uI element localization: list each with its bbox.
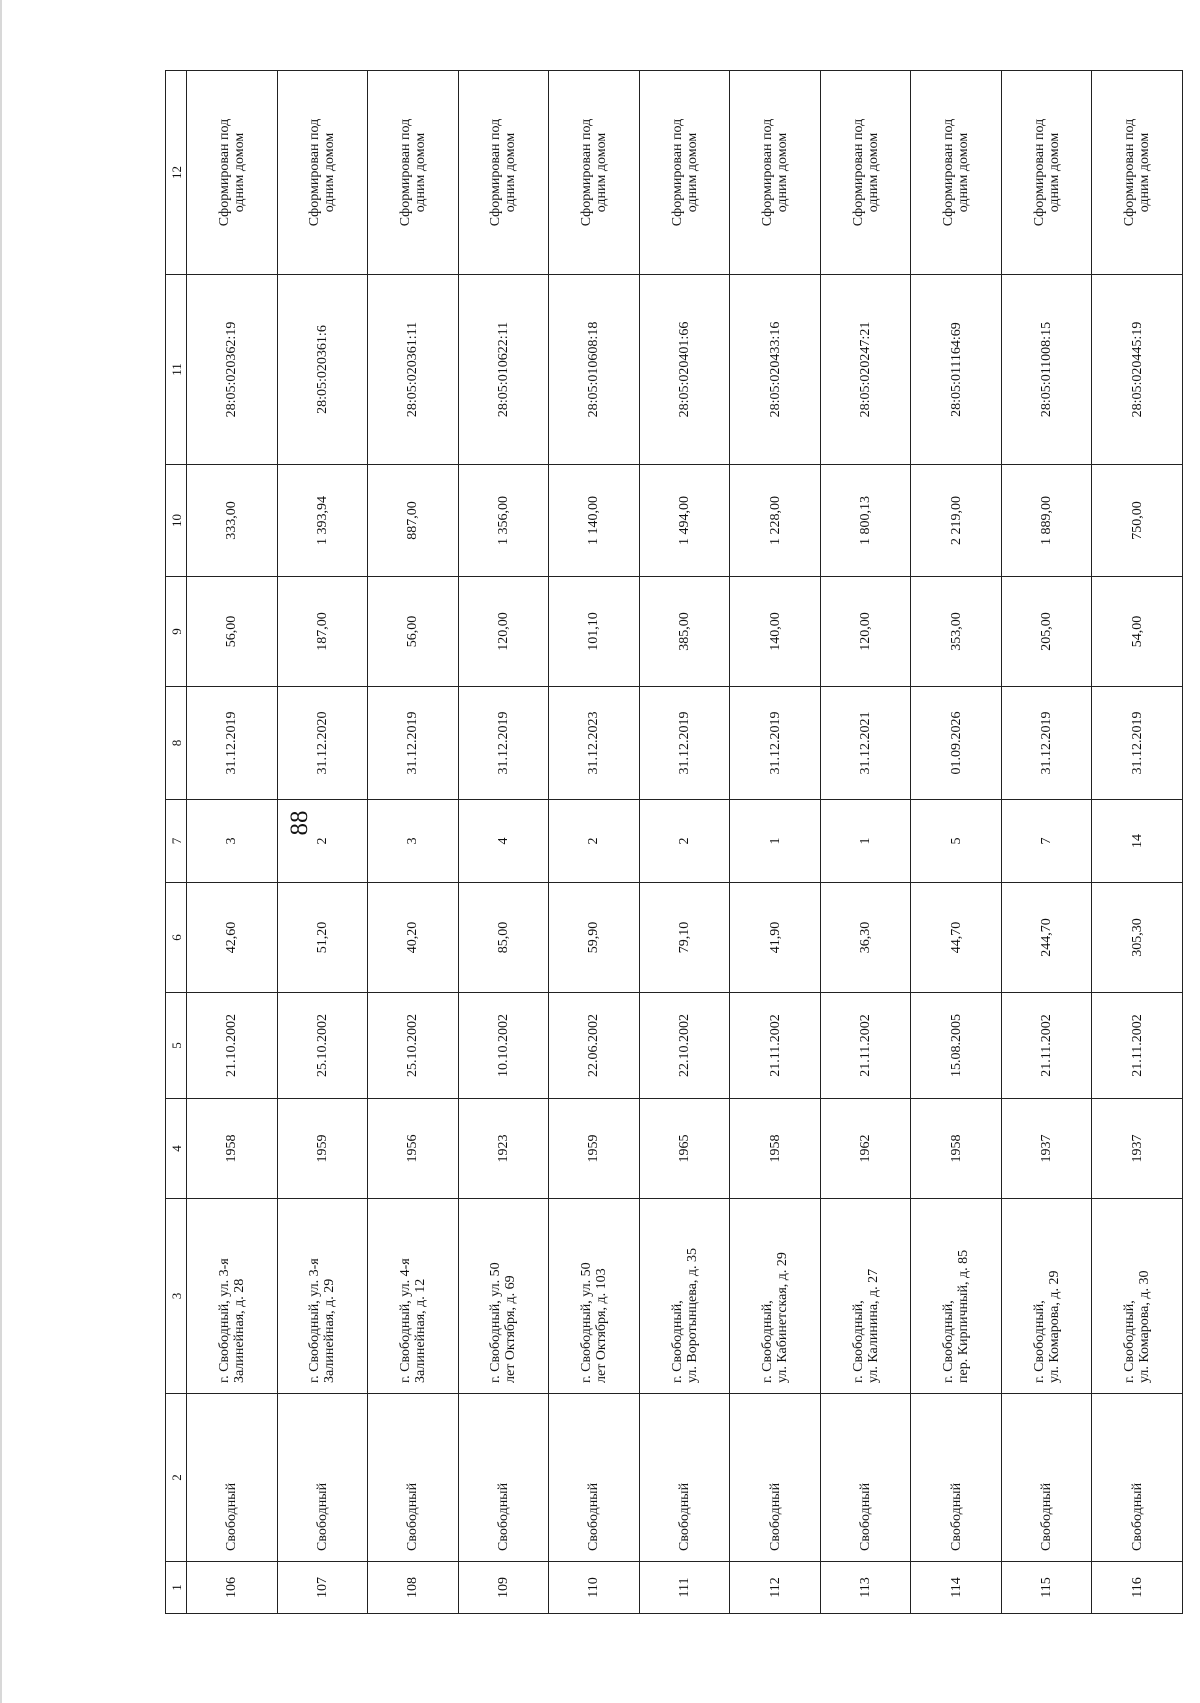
- column-header: 5: [166, 992, 186, 1098]
- year-cell: 1965: [640, 1098, 730, 1198]
- area-cell: 42,60: [187, 882, 277, 992]
- plot-area-cell: 1 889,00: [1002, 464, 1092, 576]
- year-cell: 1958: [730, 1098, 820, 1198]
- date-cell: 25.10.2002: [368, 992, 458, 1098]
- deadline-cell: 31.12.2019: [368, 686, 458, 799]
- row-number: 110: [549, 1561, 639, 1613]
- plot-area-cell: 2 219,00: [911, 464, 1001, 576]
- year-cell: 1937: [1092, 1098, 1182, 1198]
- row-number: 112: [730, 1561, 820, 1613]
- area-cell: 59,90: [549, 882, 639, 992]
- area-cell: 79,10: [640, 882, 730, 992]
- city-cell: Свободный: [459, 1393, 549, 1561]
- status-cell: Сформирован под одним домом: [850, 118, 881, 227]
- row-number: 111: [640, 1561, 730, 1613]
- deadline-cell: 31.12.2019: [1002, 686, 1092, 799]
- cadastral-number-cell: 28:05:020361:6: [278, 274, 368, 464]
- size-cell: 385,00: [640, 576, 730, 686]
- count-cell: 3: [368, 799, 458, 882]
- cadastral-number-cell: 28:05:020433:16: [730, 274, 820, 464]
- table-row: [640, 71, 731, 1613]
- table-row: [730, 71, 821, 1613]
- count-cell: 2: [278, 799, 368, 882]
- plot-area-cell: 1 393,94: [278, 464, 368, 576]
- date-cell: 22.10.2002: [640, 992, 730, 1098]
- row-number: 106: [187, 1561, 277, 1613]
- table-row: [549, 71, 640, 1613]
- status-cell: Сформирован под одним домом: [941, 118, 972, 227]
- size-cell: 205,00: [1002, 576, 1092, 686]
- city-cell: Свободный: [278, 1393, 368, 1561]
- size-cell: 120,00: [459, 576, 549, 686]
- date-cell: 21.11.2002: [821, 992, 911, 1098]
- count-cell: 1: [730, 799, 820, 882]
- city-cell: Свободный: [821, 1393, 911, 1561]
- housing-table: [165, 70, 1183, 1614]
- column-number-row: [166, 71, 187, 1613]
- count-cell: 2: [640, 799, 730, 882]
- city-cell: Свободный: [1002, 1393, 1092, 1561]
- table-row: [187, 71, 278, 1613]
- status-cell: Сформирован под одним домом: [397, 118, 428, 227]
- housing-table-container: [165, 70, 1183, 1614]
- column-header: 8: [166, 686, 186, 799]
- address-cell: г. Свободный, ул. Кабинетская, д. 29: [730, 1198, 820, 1393]
- count-cell: 2: [549, 799, 639, 882]
- address-cell: г. Свободный, ул. 3-я Залинейная, д. 29: [278, 1198, 368, 1393]
- city-cell: Свободный: [911, 1393, 1001, 1561]
- plot-area-cell: 1 228,00: [730, 464, 820, 576]
- cadastral-number-cell: 28:05:011164:69: [911, 274, 1001, 464]
- date-cell: 22.06.2002: [549, 992, 639, 1098]
- address-cell: г. Свободный, пер. Кирпичный, д. 85: [911, 1198, 1001, 1393]
- year-cell: 1958: [911, 1098, 1001, 1198]
- table-row: [459, 71, 550, 1613]
- column-header: 12: [168, 166, 184, 179]
- cadastral-number-cell: 28:05:020445:19: [1092, 274, 1182, 464]
- area-cell: 85,00: [459, 882, 549, 992]
- year-cell: 1923: [459, 1098, 549, 1198]
- size-cell: 353,00: [911, 576, 1001, 686]
- status-cell: Сформирован под одним домом: [307, 118, 338, 227]
- status-cell: Сформирован под одним домом: [760, 118, 791, 227]
- size-cell: 54,00: [1092, 576, 1182, 686]
- count-cell: 7: [1002, 799, 1092, 882]
- deadline-cell: 31.12.2019: [640, 686, 730, 799]
- address-cell: г. Свободный, ул. 50 лет Октября, д. 103: [549, 1198, 639, 1393]
- column-header: 1: [166, 1561, 186, 1613]
- status-cell: Сформирован под одним домом: [1122, 118, 1153, 227]
- date-cell: 25.10.2002: [278, 992, 368, 1098]
- year-cell: 1937: [1002, 1098, 1092, 1198]
- cadastral-number-cell: 28:05:020247:21: [821, 274, 911, 464]
- column-header: 10: [166, 464, 186, 576]
- cadastral-number-cell: 28:05:020361:11: [368, 274, 458, 464]
- cadastral-number-cell: 28:05:010608:18: [549, 274, 639, 464]
- address-cell: г. Свободный, ул. 50 лет Октября, д. 69: [459, 1198, 549, 1393]
- size-cell: 120,00: [821, 576, 911, 686]
- area-cell: 41,90: [730, 882, 820, 992]
- city-cell: Свободный: [640, 1393, 730, 1561]
- size-cell: 187,00: [278, 576, 368, 686]
- size-cell: 101,10: [549, 576, 639, 686]
- size-cell: 140,00: [730, 576, 820, 686]
- deadline-cell: 31.12.2019: [1092, 686, 1182, 799]
- area-cell: 40,20: [368, 882, 458, 992]
- table-row: [911, 71, 1002, 1613]
- address-cell: г. Свободный, ул. Калинина, д. 27: [821, 1198, 911, 1393]
- year-cell: 1956: [368, 1098, 458, 1198]
- address-cell: г. Свободный, ул. 4-я Залинейная, д. 12: [368, 1198, 458, 1393]
- column-header: 3: [166, 1198, 186, 1393]
- column-header: 4: [166, 1098, 186, 1198]
- city-cell: Свободный: [368, 1393, 458, 1561]
- date-cell: 21.10.2002: [187, 992, 277, 1098]
- area-cell: 36,30: [821, 882, 911, 992]
- table-row: [368, 71, 459, 1613]
- column-header: 9: [166, 576, 186, 686]
- status-cell: Сформирован под одним домом: [578, 118, 609, 227]
- count-cell: 3: [187, 799, 277, 882]
- row-number: 115: [1002, 1561, 1092, 1613]
- area-cell: 244,70: [1002, 882, 1092, 992]
- area-cell: 44,70: [911, 882, 1001, 992]
- plot-area-cell: 1 356,00: [459, 464, 549, 576]
- status-cell: Сформирован под одним домом: [216, 118, 247, 227]
- row-number: 116: [1092, 1561, 1182, 1613]
- table-row: [1092, 71, 1182, 1613]
- size-cell: 56,00: [368, 576, 458, 686]
- row-number: 107: [278, 1561, 368, 1613]
- deadline-cell: 31.12.2019: [459, 686, 549, 799]
- row-number: 114: [911, 1561, 1001, 1613]
- page-number: 88: [286, 810, 313, 836]
- plot-area-cell: 750,00: [1092, 464, 1182, 576]
- deadline-cell: 31.12.2019: [187, 686, 277, 799]
- count-cell: 4: [459, 799, 549, 882]
- table-row: [278, 71, 369, 1613]
- cadastral-number-cell: 28:05:020362:19: [187, 274, 277, 464]
- address-cell: г. Свободный, ул. Комарова, д. 30: [1092, 1198, 1182, 1393]
- count-cell: 1: [821, 799, 911, 882]
- date-cell: 10.10.2002: [459, 992, 549, 1098]
- column-header: 6: [166, 882, 186, 992]
- date-cell: 21.11.2002: [730, 992, 820, 1098]
- address-cell: г. Свободный, ул. Воротынцева, д. 35: [640, 1198, 730, 1393]
- address-cell: г. Свободный, ул. 3-я Залинейная, д. 28: [187, 1198, 277, 1393]
- deadline-cell: 31.12.2021: [821, 686, 911, 799]
- row-number: 113: [821, 1561, 911, 1613]
- deadline-cell: 31.12.2020: [278, 686, 368, 799]
- date-cell: 21.11.2002: [1002, 992, 1092, 1098]
- status-cell: Сформирован под одним домом: [488, 118, 519, 227]
- count-cell: 5: [911, 799, 1001, 882]
- date-cell: 15.08.2005: [911, 992, 1001, 1098]
- area-cell: 51,20: [278, 882, 368, 992]
- city-cell: Свободный: [549, 1393, 639, 1561]
- row-number: 108: [368, 1561, 458, 1613]
- count-cell: 14: [1092, 799, 1182, 882]
- status-cell: Сформирован под одним домом: [669, 118, 700, 227]
- row-number: 109: [459, 1561, 549, 1613]
- plot-area-cell: 1 140,00: [549, 464, 639, 576]
- column-header: 7: [166, 799, 186, 882]
- column-header: 11: [166, 274, 186, 464]
- city-cell: Свободный: [730, 1393, 820, 1561]
- city-cell: Свободный: [187, 1393, 277, 1561]
- year-cell: 1959: [549, 1098, 639, 1198]
- size-cell: 56,00: [187, 576, 277, 686]
- deadline-cell: 31.12.2019: [730, 686, 820, 799]
- table-row: [821, 71, 912, 1613]
- cadastral-number-cell: 28:05:010622:11: [459, 274, 549, 464]
- year-cell: 1959: [278, 1098, 368, 1198]
- table-row: [1002, 71, 1093, 1613]
- plot-area-cell: 333,00: [187, 464, 277, 576]
- area-cell: 305,30: [1092, 882, 1182, 992]
- status-cell: Сформирован под одним домом: [1031, 118, 1062, 227]
- year-cell: 1962: [821, 1098, 911, 1198]
- deadline-cell: 01.09.2026: [911, 686, 1001, 799]
- year-cell: 1958: [187, 1098, 277, 1198]
- cadastral-number-cell: 28:05:011008:15: [1002, 274, 1092, 464]
- plot-area-cell: 1 800,13: [821, 464, 911, 576]
- deadline-cell: 31.12.2023: [549, 686, 639, 799]
- cadastral-number-cell: 28:05:020401:66: [640, 274, 730, 464]
- city-cell: Свободный: [1092, 1393, 1182, 1561]
- date-cell: 21.11.2002: [1092, 992, 1182, 1098]
- address-cell: г. Свободный, ул. Комарова, д. 29: [1002, 1198, 1092, 1393]
- column-header: 2: [166, 1393, 186, 1561]
- plot-area-cell: 1 494,00: [640, 464, 730, 576]
- scan-edge: [0, 0, 2, 1703]
- plot-area-cell: 887,00: [368, 464, 458, 576]
